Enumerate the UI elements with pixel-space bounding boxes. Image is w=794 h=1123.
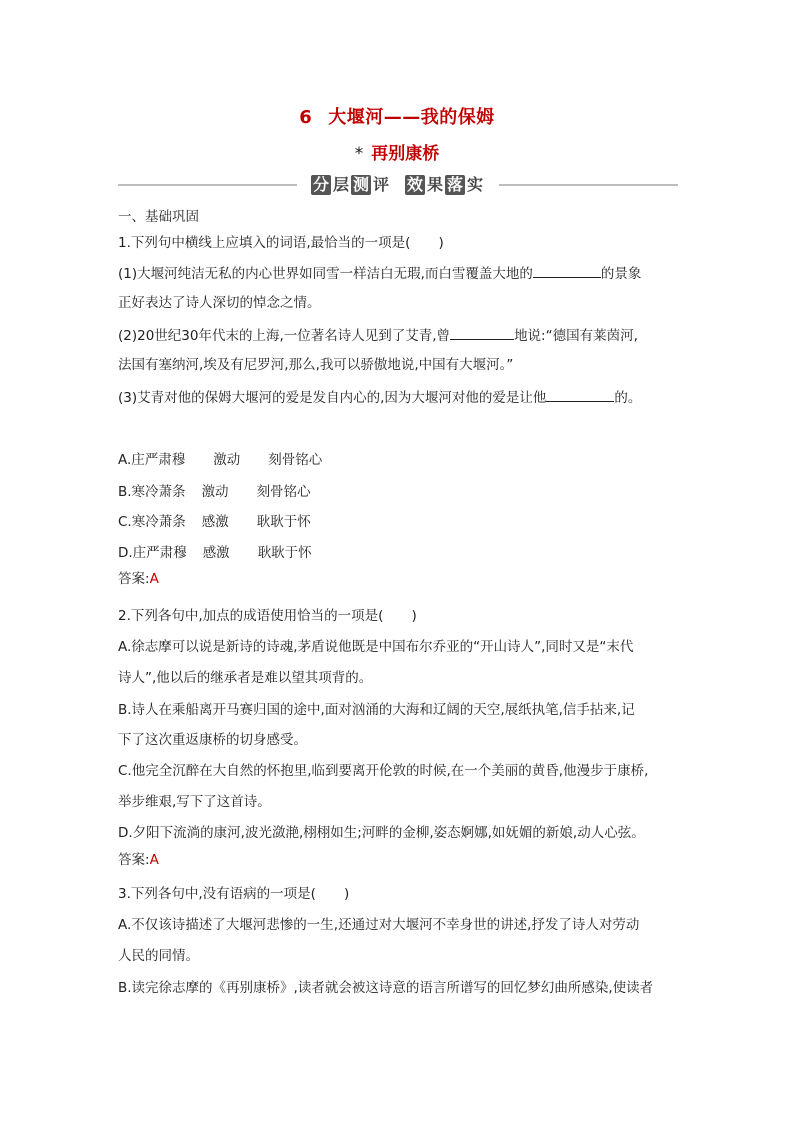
- q2-option-b-line1: B.诗人在乘船离开马赛归国的途中,面对汹涌的大海和辽阔的天空,展纸执笔,信手拈来,记: [118, 702, 635, 718]
- lesson-title-text: 大堰河——我的保姆: [328, 107, 495, 128]
- q3-option-b-line1: B.读完徐志摩的《再别康桥》,读者就会被这诗意的语言所谱写的回忆梦幻曲所感染,使读者: [118, 980, 654, 996]
- answer-label: 答案:: [118, 852, 150, 868]
- lesson-title: [0, 103, 794, 129]
- sentence-text: 地说:“德国有莱茵河,: [514, 328, 638, 344]
- question-3-stem: [118, 884, 349, 904]
- banner-char: 分: [312, 175, 329, 194]
- q1-option-b: [118, 482, 311, 502]
- option-part: D.庄严肃穆: [118, 545, 187, 561]
- option-part: C.寒冷萧条: [118, 514, 186, 530]
- fill-blank[interactable]: [546, 387, 614, 402]
- banner-char: 实: [466, 175, 483, 194]
- question-stem-end: ): [343, 886, 350, 902]
- q2-option-b-line2: 下了这次重返康桥的切身感受。: [118, 732, 307, 748]
- q3-option-a-line2: 人民的同情。: [118, 948, 199, 964]
- option-part: 耿耿于怀: [257, 545, 312, 561]
- q2-option-a-line1: A.徐志摩可以说是新诗的诗魂,茅盾说他既是中国布尔乔亚的“开山诗人”,同时又是“末代: [118, 639, 634, 655]
- option-part: 刻骨铭心: [256, 484, 311, 500]
- question-stem-end: ): [411, 608, 417, 624]
- banner-char: 效: [406, 175, 423, 194]
- question-stem: 2.下列各句中,加点的成语使用恰当的一项是(: [118, 608, 384, 624]
- q1-answer: [118, 569, 159, 589]
- q1-option-c: [118, 512, 311, 532]
- sentence-text: 的。: [614, 390, 642, 406]
- question-1-stem: [118, 233, 444, 253]
- q2-option-a-line2: 诗人”,他以后的继承者是难以望其项背的。: [118, 670, 373, 686]
- option-part: 感激: [201, 514, 229, 530]
- lesson-number: 6: [299, 107, 313, 128]
- option-part: 激动: [201, 484, 229, 500]
- banner-char: 层: [332, 175, 349, 194]
- banner-char: 测: [352, 175, 369, 194]
- sentence-text: 的景象: [600, 266, 642, 282]
- question-stem: 3.下列各句中,没有语病的一项是(: [118, 886, 316, 902]
- sentence-text: (3)艾青对他的保姆大堰河的爱是发自内心的,因为大堰河对他的爱是让他: [118, 390, 547, 406]
- subtitle-text: 再别康桥: [371, 144, 440, 164]
- option-part: B.寒冷萧条: [118, 484, 186, 500]
- banner-line-left: [118, 184, 297, 186]
- option-part: 刻骨铭心: [268, 452, 323, 468]
- sentence-text: (2)20世纪30年代末的上海,一位著名诗人见到了艾青,曾: [118, 328, 451, 344]
- option-part: A.庄严肃穆: [118, 452, 186, 468]
- q3-option-a-line1: A.不仅该诗描述了大堰河悲惨的一生,还通过对大堰河不幸身世的讲述,抒发了诗人对劳动: [118, 917, 640, 933]
- q1-sentence-1: [118, 263, 641, 284]
- fill-blank[interactable]: [533, 263, 601, 278]
- q1-sentence-3: [118, 387, 641, 408]
- sentence-text: (1)大堰河纯洁无私的内心世界如同雪一样洁白无瑕,而白雪覆盖大地的: [118, 266, 533, 282]
- q2-option-c-line1: C.他完全沉醉在大自然的怀抱里,临到要离开伦敦的时候,在一个美丽的黄昏,他漫步于康桥,: [118, 763, 649, 779]
- option-part: 感激: [202, 545, 230, 561]
- answer-value: A: [149, 852, 159, 868]
- lesson-subtitle: [0, 139, 794, 164]
- option-part: 激动: [213, 452, 241, 468]
- q2-answer: [118, 850, 159, 870]
- q1-sentence-2: [118, 325, 638, 346]
- answer-label: 答案:: [118, 571, 150, 587]
- banner-char: 落: [446, 175, 463, 194]
- section-banner: [118, 174, 678, 196]
- q2-option-d: D.夕阳下流淌的康河,波光潋滟,栩栩如生;河畔的金柳,姿态婀娜,如妩媚的新娘,动人心弦。: [118, 825, 645, 841]
- section-heading: 一、基础巩固: [118, 209, 199, 225]
- answer-value: A: [149, 571, 159, 587]
- question-stem-end: ): [438, 235, 444, 251]
- banner-line-right: [499, 184, 678, 186]
- question-stem: 1.下列句中横线上应填入的词语,最恰当的一项是(: [118, 235, 411, 251]
- q2-option-c-line2: 举步维艰,写下了这首诗。: [118, 794, 271, 810]
- q1-sentence-1-cont: 正好表达了诗人深切的悼念之情。: [118, 295, 321, 311]
- option-part: 耿耿于怀: [256, 514, 311, 530]
- banner-char: 评: [372, 175, 389, 194]
- fill-blank[interactable]: [450, 325, 514, 340]
- q1-option-d: [118, 543, 312, 563]
- q1-option-a: [118, 450, 322, 470]
- question-2-stem: [118, 606, 417, 626]
- subtitle-mark: *: [354, 144, 364, 164]
- banner-char: 果: [426, 175, 443, 194]
- q1-sentence-2-cont: 法国有塞纳河,埃及有尼罗河,那么,我可以骄傲地说,中国有大堰河。”: [118, 357, 514, 373]
- banner-chars: [311, 175, 485, 195]
